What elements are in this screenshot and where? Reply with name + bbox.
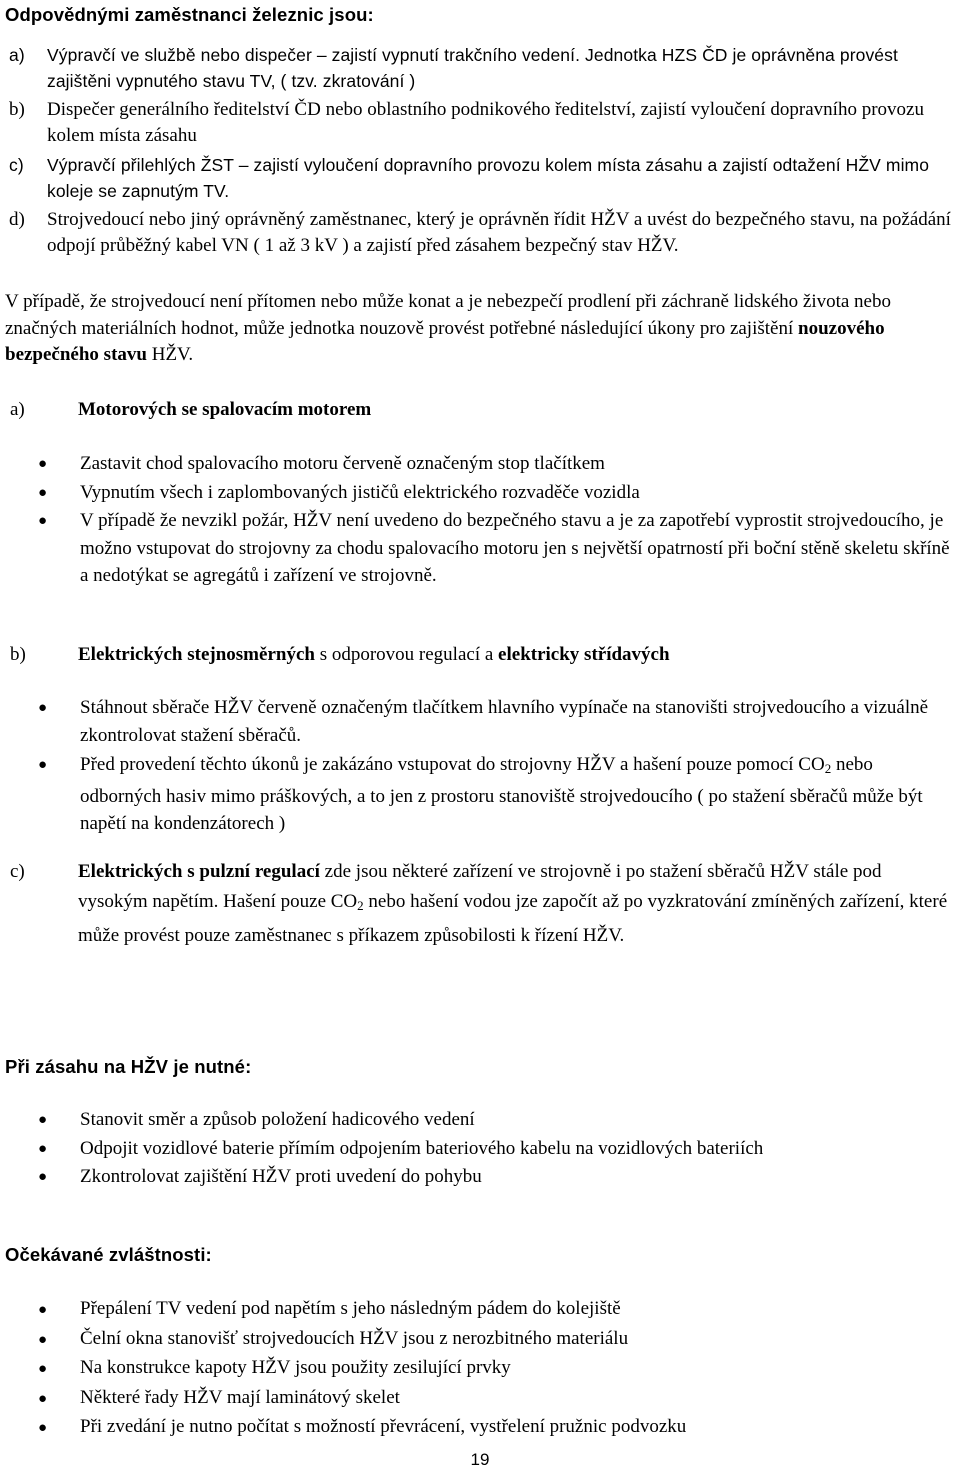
section-title-text: Elektrických s pulzní regulací — [78, 861, 320, 882]
heading-expected: Očekávané zvláštnosti: — [5, 1244, 212, 1265]
list-item — [38, 1163, 958, 1192]
section-title-bold-1: Elektrických stejnosměrných — [78, 644, 315, 665]
section-marker: b) — [10, 644, 26, 665]
list-item — [38, 479, 958, 508]
intervention-list — [38, 1106, 958, 1192]
section-c-text — [78, 857, 955, 951]
paragraph-text: V případě, že strojvedoucí není přítomen nebo může konat a je nebezpečí prodlení při záchraně lidského života nebo značných materiálních hodnot, může jednotka nouzově provést potřebné následující úkony pro zajištění — [5, 291, 891, 339]
section-title-mid: s odporovou regulací a — [314, 644, 499, 665]
list-item-text: Odpojit vozidlové baterie přímím odpojením bateriového kabelu na vozidlových bateriích — [80, 1137, 764, 1159]
section-b-title — [10, 641, 955, 669]
list-item — [5, 97, 960, 149]
subscript: 2 — [357, 898, 364, 913]
list-marker: b) — [9, 99, 25, 120]
emergency-paragraph — [5, 289, 955, 369]
list-item-text: Strojvedoucí nebo jiný oprávněný zaměstnanec, který je oprávněn řídit HŽV a uvést do bezpečného stavu, na požádání odpojí průběžný kabel VN ( 1 až 3 kV ) a zajistí před zásahem bezpečný stav HŽV. — [47, 209, 951, 256]
list-item — [38, 1384, 958, 1414]
list-marker: c) — [9, 155, 24, 175]
bullet-icon: ● — [38, 1390, 48, 1407]
bullet-icon: ● — [38, 513, 48, 529]
bullet-icon: ● — [38, 1112, 48, 1128]
list-item — [38, 450, 958, 479]
list-marker: a) — [9, 45, 25, 65]
list-item — [38, 1413, 958, 1443]
list-item — [38, 751, 958, 838]
list-item-text: Vypnutím všech i zaplombovaných jističů elektrického rozvaděče vozidla — [80, 481, 640, 503]
section-title-text: Motorových se spalovacím motorem — [78, 399, 372, 420]
page-number: 19 — [470, 1450, 490, 1469]
section-c — [10, 857, 955, 951]
bullet-icon: ● — [38, 1140, 48, 1157]
section-text-part: zde jsou některé zařízení ve strojovně i po stažení sběračů HŽV stále pod vysokým napětím. Hašení pouze CO — [78, 861, 882, 912]
list-item-text: Výpravčí přilehlých ŽST – zajistí vyloučení dopravního provozu kolem místa zásahu a zajistí odtažení HŽV mimo koleje se zapnutým TV. — [47, 155, 930, 201]
paragraph-emphasis: nouzového bezpečného stavu — [5, 317, 885, 365]
bullet-text-part: nebo odborných hasiv mimo práškových, a to jen z prostoru stanoviště strojvedoucího ( po stažení sběračů může být napětí na kondenzátorech ) — [80, 754, 923, 834]
list-item — [5, 42, 960, 94]
bullet-icon: ● — [38, 456, 48, 472]
bullet-icon: ● — [38, 757, 48, 773]
list-item — [38, 694, 958, 749]
list-item — [38, 1325, 958, 1355]
section-a-bullets — [38, 450, 958, 590]
list-item-text — [80, 751, 958, 838]
heading-responsible-employees: Odpovědnými zaměstnanci železnic jsou: — [5, 4, 374, 25]
bullet-icon: ● — [38, 700, 48, 716]
list-item — [38, 1295, 958, 1325]
section-b-bullets — [38, 694, 958, 838]
section-marker: a) — [10, 399, 25, 420]
list-item-text: Při zvedání je nutno počítat s možností převrácení, vystřelení pružnic podvozku — [80, 1416, 687, 1437]
employees-list — [5, 42, 960, 262]
list-item — [38, 1106, 958, 1135]
section-title-bold-2: elektricky střídavých — [498, 644, 670, 665]
section-a-title — [10, 396, 955, 424]
list-item-text: Zastavit chod spalovacího motoru červeně označeným stop tlačítkem — [80, 453, 605, 474]
bullet-icon: ● — [38, 1302, 48, 1318]
list-item — [38, 1354, 958, 1384]
section-text-part: nebo hašení vodou jze započít až po vyzkratování zmíněných zařízení, které může provést pouze zaměstnanec s příkazem způsobilosti k řízení HŽV. — [78, 891, 948, 946]
bullet-icon: ● — [38, 1331, 48, 1348]
list-item — [38, 507, 958, 590]
expected-list — [38, 1295, 958, 1443]
list-item-text: Čelní okna stanovišť strojvedoucích HŽV jsou z nerozbitného materiálu — [80, 1327, 629, 1349]
list-item-text: Stanovit směr a způsob položení hadicového vedení — [80, 1109, 475, 1130]
list-item-text: Dispečer generálního ředitelství ČD nebo oblastního podnikového ředitelství, zajistí vyloučení dopravního provozu kolem místa zásahu — [47, 99, 924, 146]
section-c-row — [10, 857, 955, 951]
list-item-text: V případě že nevzikl požár, HŽV není uvedeno do bezpečného stavu a je za zapotřebí vyprostit strojvedoucího, je možno vstupovat do strojovny za chodu spalovacího motoru jen s největší opatrností při boční stěně skeletu skříně a nedotýkat se agregátů i zařízení ve strojovně. — [80, 510, 950, 586]
heading-intervention: Při zásahu na HŽV je nutné: — [5, 1056, 252, 1077]
list-item-text: Výpravčí ve službě nebo dispečer – zajistí vypnutí trakčního vedení. Jednotka HZS ČD je oprávněna provést zajištěni vypnutého stavu TV, ( tzv. zkratování ) — [47, 45, 898, 91]
list-item — [5, 207, 960, 259]
list-item — [5, 152, 960, 204]
list-item-text: Na konstrukce kapoty HŽV jsou použity zesilující prvky — [80, 1357, 511, 1378]
paragraph-tail: HŽV. — [146, 344, 194, 365]
list-marker: d) — [9, 209, 25, 230]
bullet-icon: ● — [38, 484, 48, 501]
list-item-text: Stáhnout sběrače HŽV červeně označeným tlačítkem hlavního vypínače na stanovišti strojvedoucího a vizuálně zkontrolovat stažení sběračů. — [80, 697, 929, 746]
list-item-text: Přepálení TV vedení pod napětím s jeho následným pádem do kolejiště — [80, 1298, 621, 1319]
subscript: 2 — [824, 761, 832, 776]
section-marker: c) — [10, 861, 25, 882]
bullet-text-part: Před provedení těchto úkonů je zakázáno vstupovat do strojovny HŽV a hašení pouze pomocí CO — [80, 754, 825, 775]
bullet-icon: ● — [38, 1420, 48, 1436]
list-item-text: Některé řady HŽV mají laminátový skelet — [80, 1386, 400, 1408]
list-item-text: Zkontrolovat zajištění HŽV proti uvedení do pohybu — [80, 1166, 482, 1187]
bullet-icon: ● — [38, 1169, 48, 1185]
bullet-icon: ● — [38, 1361, 48, 1377]
list-item — [38, 1135, 958, 1164]
